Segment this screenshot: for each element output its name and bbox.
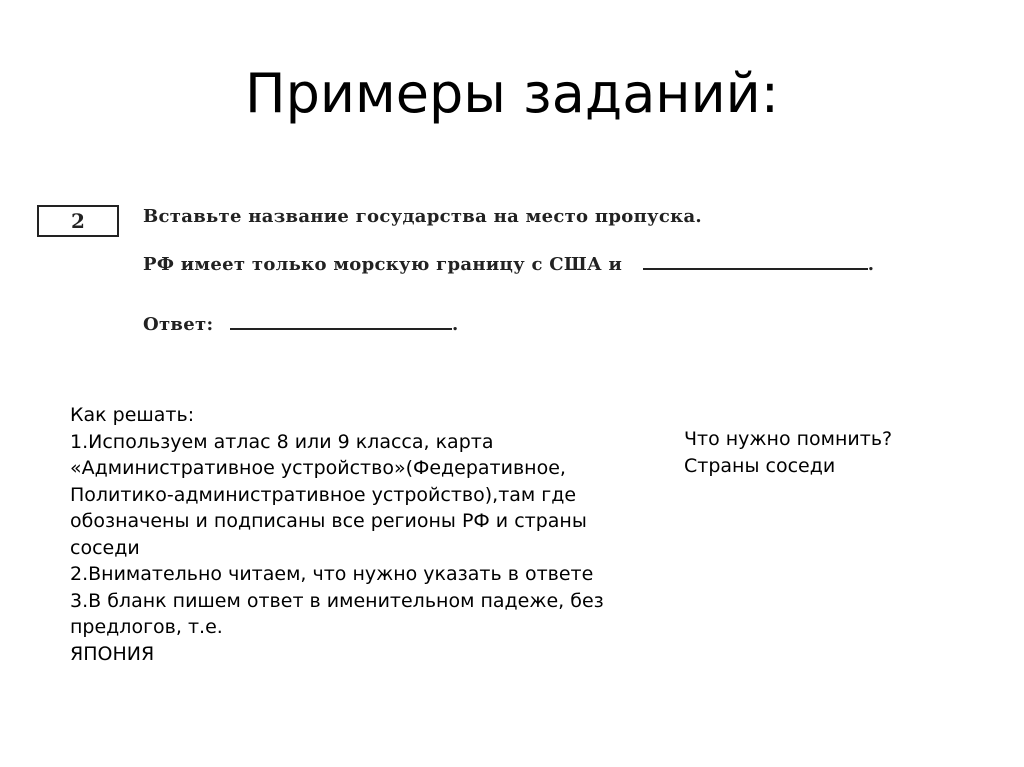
text-line: обозначены и подписаны все регионы РФ и страны — [70, 510, 587, 532]
text-line: соседи — [70, 536, 140, 559]
remember-text — [684, 426, 892, 480]
how-to-solve-text — [70, 402, 604, 667]
text-line: Что нужно помнить? — [684, 428, 893, 450]
task-number: 2 — [37, 205, 119, 237]
text-line: предлогов, т.е. — [70, 616, 223, 638]
text-line: Страны соседи — [684, 455, 836, 477]
text-line: 3.В бланк пишем ответ в именительном падеже, без — [70, 589, 604, 612]
text-line: Как решать: — [70, 404, 195, 426]
answer-field-blank — [230, 310, 452, 330]
answer-period: . — [451, 314, 459, 335]
task-image — [30, 196, 1010, 346]
text-line: 2.Внимательно читаем, что нужно указать в ответе — [70, 563, 594, 585]
task-statement-line — [143, 250, 874, 275]
text-line: 1.Используем атлас 8 или 9 класса, карта — [70, 430, 494, 453]
answer-blank — [643, 250, 868, 270]
text-line: Политико-административное устройство),там где — [70, 483, 577, 506]
slide-title: Примеры заданий: — [245, 62, 779, 125]
statement-period: . — [867, 254, 875, 275]
answer-line — [143, 310, 459, 335]
text-line: «Административное устройство»(Федеративное, — [70, 457, 566, 479]
task-statement: РФ имеет только морскую границу с США и — [143, 254, 623, 275]
task-instruction: Вставьте название государства на место пропуска. — [143, 206, 702, 227]
answer-label: Ответ: — [143, 314, 214, 335]
text-line: ЯПОНИЯ — [70, 642, 155, 665]
